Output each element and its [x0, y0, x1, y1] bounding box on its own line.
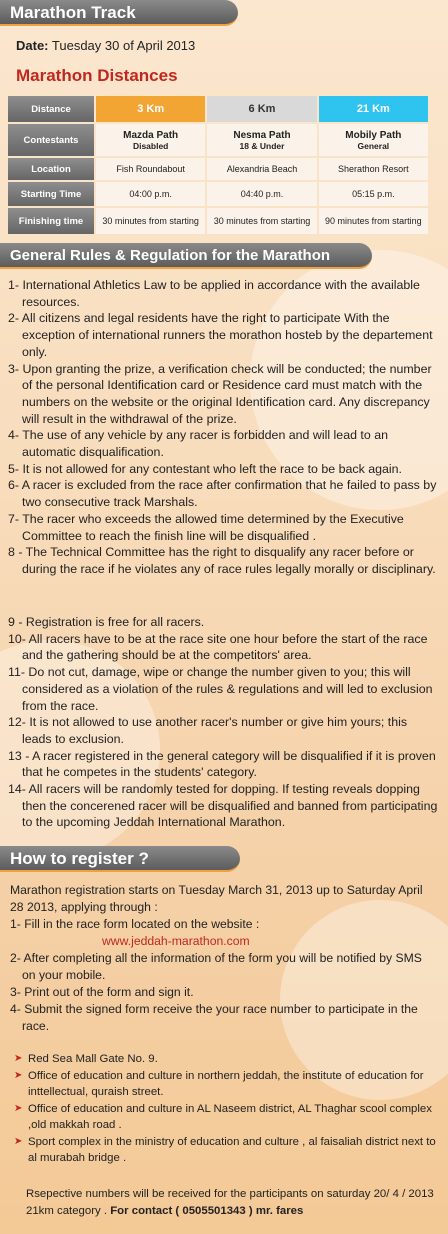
rule-item: 8 - The Technical Committee has the right to disqualify any racer before or during the race if he violates any of race rules legally morally or disciplinary.: [8, 545, 436, 576]
rule-item: 11- Do not cut, damage, wipe or change the number given to you; this will considered as a violation of the rules & regulations and will led to exclusion from the race.: [8, 665, 433, 713]
rule-item: 4- The use of any vehicle by any racer is forbidden and will lead to an automatic disqualification.: [8, 428, 388, 460]
path-name: Nesma Path: [233, 129, 291, 141]
rule-item: 5- It is not allowed for any contestant who left the race to be back again.: [8, 461, 402, 476]
location-cell: Alexandria Beach: [207, 158, 316, 180]
register-step: 3- Print out of the form and sign it.: [10, 985, 194, 999]
finish-cell: 30 minutes from starting: [207, 208, 316, 234]
table-row: [8, 182, 428, 206]
path-name: Mobily Path: [345, 129, 402, 141]
rule-item: 6- A racer is excluded from the race after confirmation that he failed to pass by two consecutive track Marshals.: [8, 478, 437, 510]
path-group: 18 & Under: [239, 140, 285, 151]
rule-item: 1- International Athletics Law to be applied in accordance with the available resources.: [8, 278, 420, 309]
date-line: [16, 38, 195, 53]
place-item: [14, 1101, 438, 1133]
place-text: Office of education and culture in AL Naseem district, AL Thaghar scool complex ,old makkah road .: [28, 1103, 432, 1131]
rules-list-b: [8, 614, 440, 831]
date-value: Tuesday 30 of April 2013: [51, 38, 196, 53]
rule-item: 7- The racer who exceeds the allowed time determined by the Executive Committee to reach the finish line will be disqualified .: [8, 511, 404, 543]
rules-header: General Rules & Regulation for the Marathon: [0, 243, 372, 269]
location-cell: Sherathon Resort: [319, 158, 428, 180]
table-row: [8, 158, 428, 180]
finish-cell: 30 minutes from starting: [96, 208, 205, 234]
start-cell: 04:00 p.m.: [96, 182, 205, 206]
rule-item: 2- All citizens and legal residents have the right to participate With the exception of international runners the morathon hosteb by the departement only.: [8, 311, 433, 359]
arrow-right-icon: ➤: [14, 1136, 23, 1147]
rule-item: 3- Upon granting the prize, a verification check will be conducted; the number of the personal Identification card or Residence card must match with the numbers on the website or the original Identification card. Any discrepancy will result in the withdrawal of the prize.: [8, 361, 432, 426]
arrow-right-icon: ➤: [14, 1053, 23, 1064]
finish-cell: 90 minutes from starting: [319, 208, 428, 234]
date-label: Date:: [16, 38, 49, 53]
place-item: [14, 1134, 438, 1166]
rule-item: 9 - Registration is free for all racers.: [8, 615, 205, 629]
place-item: [14, 1051, 438, 1067]
distances-title: Marathon Distances: [16, 66, 178, 85]
path-group: Disabled: [132, 140, 169, 151]
contact-text: For contact ( 0505501343 ) mr. fares: [110, 1205, 304, 1217]
row-label-location: Location: [8, 158, 94, 180]
row-label-contestants: Contestants: [8, 124, 94, 156]
register-step: 1- Fill in the race form located on the website :: [10, 917, 260, 931]
rule-item: 10- All racers have to be at the race site one hour before the start of the race and the gathering should be at the competitors' area.: [8, 631, 428, 663]
path-name: Mazda Path: [123, 129, 179, 141]
distance-21km: 21 Km: [319, 96, 428, 122]
arrow-right-icon: ➤: [14, 1070, 23, 1081]
start-cell: 04:40 p.m.: [207, 182, 316, 206]
path-group: General: [357, 140, 390, 151]
track-header: Marathon Track: [0, 0, 238, 26]
register-section: [10, 882, 438, 1035]
contestants-cell: [319, 124, 428, 156]
distance-3km: 3 Km: [96, 96, 205, 122]
row-label-starting-time: Starting Time: [8, 182, 94, 206]
contestants-cell: [207, 124, 316, 156]
rule-item: 12- It is not allowed to use another racer's number or give him yours; this leads to exclusion.: [8, 715, 408, 746]
start-cell: 05:15 p.m.: [319, 182, 428, 206]
rules-list-a: [8, 277, 440, 578]
pickup-note-text: Rsepective numbers will be received for the participants on saturday 20/ 4 / 2013 21km category .: [26, 1188, 434, 1217]
place-item: [14, 1068, 438, 1100]
location-cell: Fish Roundabout: [96, 158, 205, 180]
table-row: [8, 208, 428, 234]
register-intro: Marathon registration starts on Tuesday March 31, 2013 up to Saturday April 28 2013, applying through :: [10, 883, 423, 914]
distance-6km: 6 Km: [207, 96, 316, 122]
register-url-link[interactable]: www.jeddah-marathon.com: [102, 934, 250, 948]
register-step: 4- Submit the signed form receive the your race number to participate in the race.: [10, 1002, 418, 1033]
row-label-finishing-time: Finishing time: [8, 208, 94, 234]
place-text: Office of education and culture in northern jeddah, the institute of education for inttellectual, quraish street.: [28, 1070, 424, 1098]
place-text: Sport complex in the ministry of education and culture , al faisaliah district next to al murabah bridge .: [28, 1136, 436, 1164]
pickup-note: [26, 1186, 436, 1220]
registration-places: [14, 1051, 438, 1167]
rule-item: 13 - A racer registered in the general category will be disqualified if it is proven that he competes in the students' category.: [8, 748, 436, 780]
contestants-cell: [96, 124, 205, 156]
arrow-right-icon: ➤: [14, 1103, 23, 1114]
register-header: How to register ?: [0, 846, 240, 872]
table-row: [8, 124, 428, 156]
table-row: [8, 96, 428, 122]
register-step: 2- After completing all the information of the form you will be notified by SMS on your mobile.: [10, 951, 422, 982]
rule-item: 14- All racers will be randomly tested for dopping. If testing reveals dopping then the concerened racer will be disqualified and banned from participating to the upcoming Jeddah International Marathon.: [8, 782, 438, 830]
place-text: Red Sea Mall Gate No. 9.: [28, 1053, 158, 1065]
distances-table: [6, 94, 430, 236]
row-label-distance: Distance: [8, 96, 94, 122]
